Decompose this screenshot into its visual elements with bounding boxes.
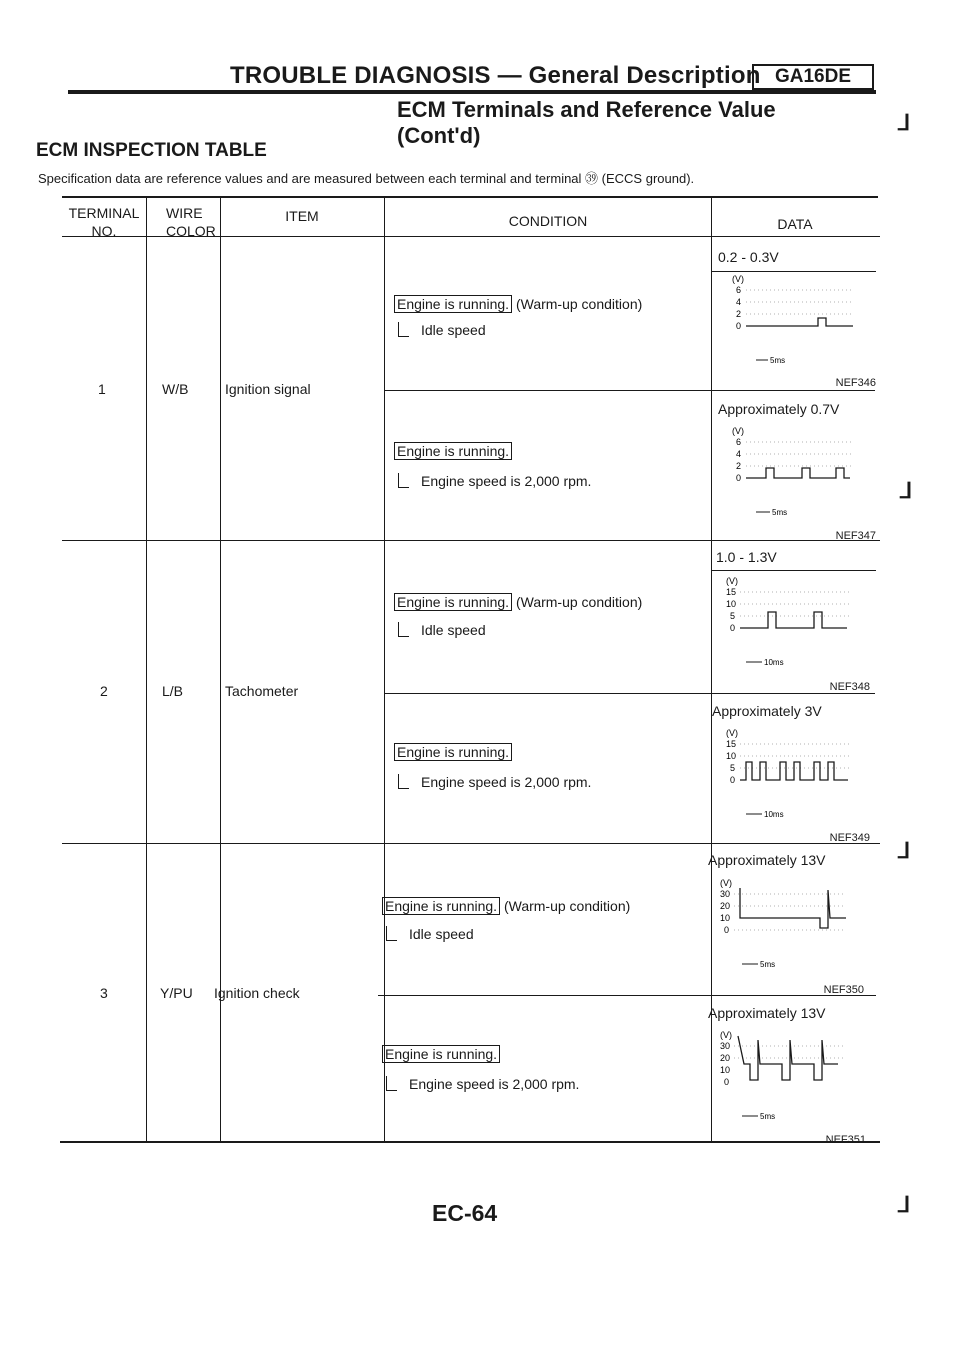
axis-tick: 15 (726, 587, 737, 597)
sub-bracket-icon (398, 473, 409, 488)
condition-detail-text: Engine speed is 2,000 rpm. (409, 1076, 580, 1092)
axis-tick: 0 (724, 1077, 730, 1087)
axis-unit: (V) (732, 426, 744, 436)
sub-bracket-icon (398, 622, 409, 637)
binder-mark-icon: ⅃ (898, 838, 911, 863)
data-value: Approximately 13V (708, 1005, 826, 1021)
data-value: 1.0 - 1.3V (716, 549, 777, 565)
wire-color: L/B (162, 683, 184, 699)
wire-color: W/B (162, 381, 189, 397)
condition-detail (386, 1076, 579, 1092)
inspection-table-title: ECM INSPECTION TABLE (36, 140, 267, 161)
condition-state (382, 1046, 500, 1062)
header-terminal-no (62, 204, 146, 240)
figure-id: NEF346 (835, 377, 876, 389)
time-scale: 5ms (760, 1112, 776, 1121)
time-scale: 5ms (760, 960, 776, 969)
item-name: Ignition check (214, 985, 300, 1001)
condition-extra: (Warm-up condition) (515, 296, 643, 312)
sub-bracket-icon (386, 926, 397, 941)
condition-detail (398, 473, 591, 489)
figure-id: NEF349 (829, 832, 870, 844)
condition-state (394, 443, 512, 459)
axis-tick: 0 (730, 775, 736, 785)
axis-tick: 20 (720, 1053, 731, 1063)
terminal-no: 2 (100, 683, 108, 699)
axis-tick: 0 (736, 321, 742, 331)
header-rule (68, 90, 876, 94)
binder-mark-icon: ⅃ (898, 1192, 911, 1217)
figure-id: NEF351 (825, 1134, 866, 1146)
waveform-tachometer-idle (722, 574, 862, 674)
axis-tick: 0 (730, 623, 736, 633)
condition-detail-text: Idle speed (421, 322, 486, 338)
waveform-tachometer-2000rpm (722, 726, 862, 826)
time-scale: 10ms (764, 810, 784, 819)
page-number: EC-64 (432, 1200, 498, 1226)
waveform-ignition-idle (728, 272, 858, 372)
engine-running-box: Engine is running. (394, 593, 512, 611)
engine-code-badge: GA16DE (752, 64, 874, 90)
sub-bracket-icon (398, 322, 409, 337)
page-title: TROUBLE DIAGNOSIS — General Description (230, 62, 761, 89)
axis-tick: 10 (726, 599, 737, 609)
waveform-ignition-2000rpm (728, 424, 858, 524)
time-scale: 5ms (772, 508, 788, 517)
axis-tick: 5 (730, 611, 736, 621)
condition-extra: (Warm-up condition) (503, 898, 631, 914)
axis-tick: 2 (736, 461, 742, 471)
waveform-ignition-check-idle (716, 876, 856, 976)
condition-detail-text: Engine speed is 2,000 rpm. (421, 774, 592, 790)
column-divider (711, 197, 712, 1142)
condition-detail-text: Engine speed is 2,000 rpm. (421, 473, 592, 489)
time-scale: 5ms (770, 356, 786, 365)
condition-state (382, 898, 630, 914)
time-scale: 10ms (764, 658, 784, 667)
header-wire-line1: WIRE (166, 205, 203, 221)
axis-tick: 4 (736, 449, 742, 459)
header-wire-line2: COLOR (166, 223, 216, 239)
engine-running-box: Engine is running. (394, 295, 512, 313)
axis-tick: 10 (720, 1065, 731, 1075)
engine-running-box: Engine is running. (394, 743, 512, 761)
axis-unit: (V) (732, 274, 744, 284)
axis-tick: 10 (726, 751, 737, 761)
waveform-ignition-check-2000rpm (716, 1028, 856, 1128)
axis-tick: 2 (736, 309, 742, 319)
subtitle-line-2: (Cont'd) (397, 123, 481, 148)
sub-bracket-icon (398, 774, 409, 789)
engine-running-box: Engine is running. (394, 442, 512, 460)
axis-tick: 0 (736, 473, 742, 483)
header-wire-color (150, 204, 220, 240)
header-terminal-line1: TERMINAL (68, 205, 140, 221)
condition-detail (398, 322, 486, 338)
table-bottom-rule (60, 1141, 880, 1143)
axis-tick: 6 (736, 437, 742, 447)
data-value: Approximately 13V (708, 852, 826, 868)
data-value: Approximately 3V (712, 703, 822, 719)
axis-tick: 5 (730, 763, 736, 773)
row-divider (62, 843, 880, 844)
axis-unit: (V) (720, 878, 732, 888)
condition-state (394, 594, 642, 610)
axis-tick: 0 (724, 925, 730, 935)
section-subtitle (397, 97, 776, 149)
axis-tick: 10 (720, 913, 731, 923)
item-name: Ignition signal (225, 381, 311, 397)
axis-tick: 15 (726, 739, 737, 749)
binder-mark-icon: ⅃ (900, 478, 913, 503)
subtitle-line-1: ECM Terminals and Reference Value (397, 97, 776, 122)
axis-unit: (V) (720, 1030, 732, 1040)
sub-bracket-icon (386, 1076, 397, 1091)
condition-detail (398, 622, 486, 638)
engine-running-box: Engine is running. (382, 897, 500, 915)
condition-divider (385, 390, 875, 391)
axis-tick: 30 (720, 1041, 731, 1051)
engine-running-box: Engine is running. (382, 1045, 500, 1063)
table-top-rule (62, 196, 878, 198)
axis-tick: 6 (736, 285, 742, 295)
figure-id: NEF347 (835, 530, 876, 542)
item-name: Tachometer (225, 683, 299, 699)
header-terminal-line2: NO. (91, 223, 117, 239)
binder-mark-icon: ⅃ (898, 110, 911, 135)
condition-detail-text: Idle speed (421, 622, 486, 638)
column-divider (146, 197, 147, 1142)
condition-divider (385, 693, 875, 694)
data-value: Approximately 0.7V (718, 401, 840, 417)
condition-state (394, 744, 512, 760)
wire-color: Y/PU (160, 985, 193, 1001)
condition-detail (398, 774, 591, 790)
condition-detail-text: Idle speed (409, 926, 474, 942)
axis-unit: (V) (726, 576, 738, 586)
terminal-no: 1 (98, 381, 106, 397)
axis-unit: (V) (726, 728, 738, 738)
data-divider (712, 570, 876, 571)
column-divider (384, 197, 385, 1142)
figure-id: NEF350 (823, 984, 864, 996)
specification-note: Specification data are reference values and are measured between each terminal and terminal ㊴ (ECCS ground). (38, 171, 695, 186)
axis-tick: 20 (720, 901, 731, 911)
condition-state (394, 296, 642, 312)
condition-extra: (Warm-up condition) (515, 594, 643, 610)
terminal-no: 3 (100, 985, 108, 1001)
header-item: ITEM (285, 208, 319, 224)
axis-tick: 30 (720, 889, 731, 899)
header-condition: CONDITION (508, 213, 588, 229)
header-data: DATA (777, 216, 813, 232)
data-value: 0.2 - 0.3V (718, 249, 779, 265)
row-divider (62, 540, 880, 541)
condition-detail (386, 926, 474, 942)
axis-tick: 4 (736, 297, 742, 307)
figure-id: NEF348 (829, 681, 870, 693)
